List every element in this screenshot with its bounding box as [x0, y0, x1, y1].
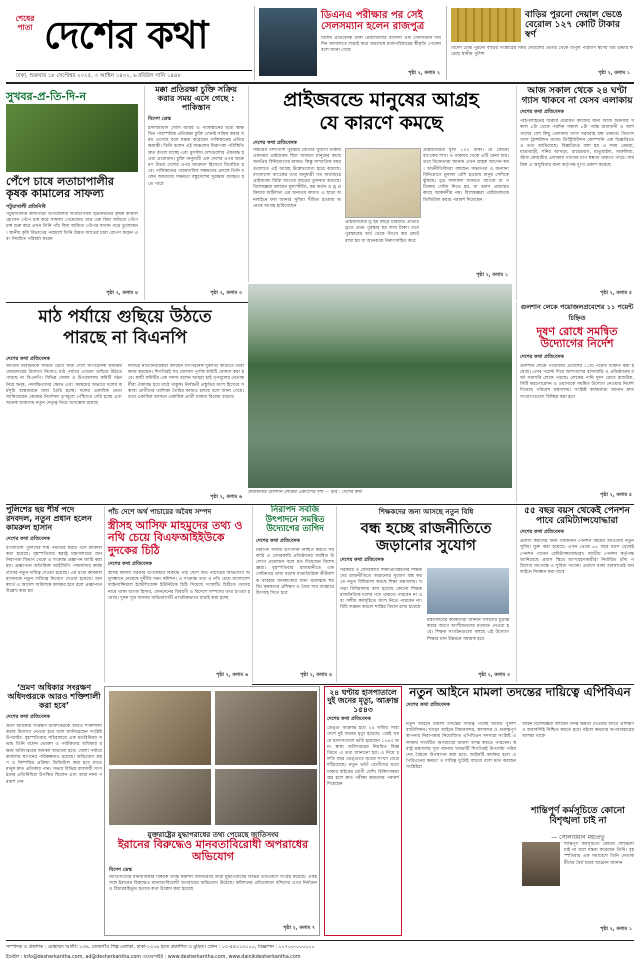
apbn-article — [406, 686, 634, 936]
top-promo-2[interactable] — [446, 6, 634, 80]
education-kicker: শিক্ষকদের জন্য আসছে নতুন বিধি — [378, 508, 474, 516]
footer-rule — [6, 940, 634, 941]
iran-byline: বিদেশ ডেস্ক — [109, 867, 132, 873]
shantipurno-sub: — সোলায়মান মহাপ্রভু — [551, 834, 605, 841]
shantipurno-photo — [522, 842, 560, 886]
apbn-body-col1: নতুন আইনে মামলা তদন্তের দায়িত্ব পাচ্ছে আর্মড পুলিশ ব্যাটালিয়ন। খসড়া আইনে বিমানবন্দর, স্থলবন্দর ও গুরুত্বপূর্ণ স্থাপনার নিরাপত্তায় নিয়োজিত এপিবিএন সদস্যরা সংশ্লিষ্ট এলাকায় সংঘটিত অপরাধের মামলা তদন্ত করতে পারবেন। স্বরাষ্ট্র মন্ত্রণালয় সূত্র জানায় খসড়াটি শিগগিরই উপদেষ্টা পরিষদের বৈঠকে উপস্থাপন করা হবে। আইনটি কার্যকর হলে এপিবিএনের ক্ষমতা ও দায়িত্ব দুটোই বাড়বে বলে মনে করছেন সংশ্লিষ্টরা — [406, 722, 516, 771]
asif-headline: স্ত্রীসহ আসিফ মাহমুদের তথ্য ও নথি চেয়ে বিএফআইইউকে দুদকের চিঠি — [108, 519, 243, 557]
sukhobor-section — [6, 86, 138, 300]
sukhobor-body: পটুয়াখালীর কলাপাড়া উপজেলার লতাচাপালী ইউনিয়নের কৃষক কামাল হোসেন পেঁপে চাষ করে সাফল্য পেয়েছেন। মাত্র এক বিঘা জমিতে পেঁপে চাষ শুরু করে এখন তিনি পাঁচ বিঘা জমিতে পেঁপের বাগান গড়ে তুলেছেন। স্থানীয় কৃষি বিভাগের পরামর্শে তিনি উন্নত জাতের চারা রোপণ করেন এবং নিয়মিত পরিচর্যা করেন — [6, 212, 138, 242]
education-article — [336, 506, 512, 682]
pension-body: প্রবাসী কর্মীদের জন্য সর্বজনীন পেনশন স্কিমের আওতায় নতুন সুবিধা যুক্ত করা হয়েছে। এখন থেকে ৫৫ বছর বয়স থেকেই পেনশন পাবেন রেমিট্যান্সযোদ্ধারা। জাতীয় পেনশন কর্তৃপক্ষ জানিয়েছে প্রবাস স্কিমে অংশগ্রহণকারীরা নির্ধারিত চাঁদা পরিশোধ সাপেক্ষে এ সুবিধা পাবেন। প্রবাসে থাকা অবস্থাতেই অনলাইনে নিবন্ধন করা যাবে — [520, 539, 634, 576]
gulshan-article — [516, 302, 634, 502]
mid-rule-2 — [6, 504, 634, 505]
pension-article — [516, 506, 634, 682]
masthead-dateline: ঢাকা, শুক্রবার ১৮ সেপ্টেম্বর ২০২৫, ৩ আশ্বিন ১৪৩২, ৬ রবিউস সানি ১৪৪৮ — [16, 70, 252, 81]
mokka-body: ইসলামাবাদ সৌদি আরব ও পাকিস্তানের মধ্যে স্বাক্ষরিত পারস্পরিক প্রতিরক্ষা চুক্তি এখনই সক্রিয় করার সময় এসেছে বলে মন্তব্য করেছেন পাকিস্তানের প্রতিরক্ষামন্ত্রী। তিনি বলেন এই অঞ্চলের নিরাপত্তা পরিস্থিতি দ্রুত বদলে যাচ্ছে এবং মুসলিম দেশগুলোর ঐক্যবদ্ধ হওয়া প্রয়োজন। চুক্তি অনুযায়ী এক দেশের ওপর আক্রমণ উভয় দেশের ওপর আক্রমণ হিসেবে বিবেচিত হবে। পাকিস্তানের পারমাণবিক সক্ষমতার প্রসঙ্গে তিনি বলেন আমাদের সক্ষমতা বন্ধুদেশের সুরক্ষায় ব্যবহৃত হতে পারে — [148, 125, 244, 187]
promo-1-more[interactable]: পৃষ্ঠা ২, কলাম ২ — [408, 71, 440, 76]
asif-body: স্ত্রীসহ স্থানীয় সরকার উপদেষ্টার বিরুদ্ধে পাঁচ দেশে অর্থ পাচারের অভিযোগ অনুসন্ধানে নেমেছে দুর্নীতি দমন কমিশন। এ সংক্রান্ত তথ্য ও নথি চেয়ে বাংলাদেশ ফাইন্যান্সিয়াল ইন্টেলিজেন্স ইউনিটকে চিঠি দিয়েছে সংস্থাটি। চিঠিতে তাদের নামে থাকা ব্যাংক হিসাব, লেনদেনের বিবরণী ও বিদেশে সম্পদের তথ্য চাওয়া হয়েছে। দুদক সূত্র জানায় অভিযোগটি প্রাথমিকভাবে যাচাই করা হচ্ছে — [108, 570, 250, 601]
gulshan-more[interactable]: পৃষ্ঠা ২, কলাম ৫ — [600, 493, 632, 498]
lead-article — [248, 86, 512, 282]
lead-headline-1: প্রাইজবন্ডে মানুষের আগ্রহ — [283, 89, 479, 111]
sukhobor-headline: পেঁপে চাষে লতাচাপালীর কৃষক কামালের সাফল্য — [6, 175, 114, 201]
gulshan-body: গুলশান লেকে পয়োবর্জ্য প্রবেশের ১১টি পয়েন্ট চিহ্নিত করা হয়েছে। এসব পয়েন্ট দিয়ে আশপাশের বাসাবাড়ি ও প্রতিষ্ঠানের বর্জ্য সরাসরি লেকে পড়ছে। লেকের পানি দূষণ রোধে রাজউক, সিটি করপোরেশন ও ওয়াসাকে সমন্বিত উদ্যোগ নেওয়ার নির্দেশ দিয়েছে পরিবেশ মন্ত্রণালয়। সংশ্লিষ্ট কর্মকর্তারা জানান দ্রুত সংযোগগুলো বিচ্ছিন্ন করা হবে — [520, 363, 634, 400]
gulshan-headline: দূষণ রোধে সমন্বিত উদ্যোগের নির্দেশ — [536, 325, 618, 351]
education-headline-2: জড়ানোর সুযোগ — [375, 535, 477, 554]
education-photo — [427, 568, 509, 614]
dengue-article — [324, 686, 402, 936]
police-body: বাংলাদেশ পুলিশের শীর্ষ পর্যায়ের ছয়টি পদে রদবদল করা হয়েছে। বৃহস্পতিবার স্বরাষ্ট্র মন্ত্রণালয়ের জননিরাপত্তা বিভাগ থেকে এ সংক্রান্ত প্রজ্ঞাপন জারি করা হয়। প্রজ্ঞাপনে অতিরিক্ত আইজিপি পদমর্যাদার কর্মকর্তাদের নতুন দায়িত্ব দেওয়া হয়েছে। এর মধ্যে কামরুল হাসানকে নতুন দায়িত্বে নিয়োগ দেওয়া হয়েছে। জনস্বার্থে এ আদেশ অবিলম্বে কার্যকর হবে বলে প্রজ্ঞাপনে উল্লেখ করা হয় — [6, 545, 102, 595]
education-body-col1: সরকারি ও বেসরকারি শিক্ষাপ্রতিষ্ঠানের শিক্ষকদের রাজনীতিতে জড়ানোর সুযোগ বন্ধ করতে নতুন বিধিমালা করছে শিক্ষা মন্ত্রণালয়। খসড়া বিধিমালায় বলা হয়েছে কোনো শিক্ষক রাজনৈতিক দলের পদে থাকতে পারবেন না এবং দলীয় কর্মসূচিতে অংশ নিতে পারবেন না। বিধি লঙ্ঘন করলে শাস্তির বিধান রাখা হয়েছে — [340, 568, 422, 611]
promo-1-body: বিশেষ প্রতিবেদক ঢাকা নোয়াখালীর বাসিন্দা এক সেলসম্যান দীর্ঘদিন আদালতে লড়াই করে অবশেষে রাজপরিবারের স্বীকৃতি পেলেন বলে জানা গেছে — [321, 36, 441, 54]
masthead-tagline: শেষের পাতা — [15, 14, 35, 32]
asif-more[interactable]: পৃষ্ঠা ২, কলাম ৬ — [216, 673, 248, 678]
masthead — [8, 6, 250, 84]
promo-photo — [259, 8, 317, 76]
gas-body: পাইপলাইনের জরুরি মেরামত কাজের জন্য আজ শুক্রবার সকাল ৮টা থেকে পরদিন সকাল ৮টা পর্যন্ত রাজধানী ও আশপাশের বেশ কিছু এলাকায় গ্যাস সরবরাহ বন্ধ থাকবে। তিতাস গ্যাস ট্রান্সমিশন অ্যান্ড ডিস্ট্রিবিউশন কোম্পানি এক বিজ্ঞপ্তিতে এ তথ্য জানিয়েছে। বিজ্ঞপ্তিতে বলা হয় এ সময় ডেমরা, যাত্রাবাড়ী, শনির আখড়া, রায়েরবাগ, মাতুয়াইল, সারুলিয়া, স্টাফ কোয়ার্টার এলাকায় গ্যাসের চাপ স্বল্পতা থাকতে পারে। সাময়িক এ অসুবিধার জন্য কর্তৃপক্ষ দুঃখ প্রকাশ করেছে — [520, 119, 634, 168]
education-byline: দেশের কথা প্রতিবেদক — [340, 556, 384, 563]
nirapad-article — [252, 506, 334, 682]
footer-line-1: সম্পাদক ও প্রকাশক : মোহাম্মদ আলী। ১৩৬, তেজগাঁও শিল্প এলাকা, ঢাকা-১২০৮ হতে প্রকাশিত ও মুদ্রিত। ফোন : ০২-৫৫০১৩০০০, বিজ্ঞাপন : ০১৭০০-০০০০০০ — [6, 945, 315, 950]
promo-2-more[interactable]: পৃষ্ঠা ২, কলাম ১ — [598, 71, 630, 76]
education-headline-1: বন্ধ হচ্ছে রাজনীতিতে — [360, 519, 492, 537]
shantipurno-headline: শান্তিপূর্ণ কর্মসূচিতে কোনো বিশৃঙ্খলা চাই না — [531, 806, 625, 827]
police-article — [6, 506, 102, 682]
top-rule — [6, 82, 634, 84]
mokka-more[interactable]: পৃষ্ঠা ২, কলাম ৩ — [210, 291, 242, 296]
shantipurno-more[interactable]: পৃষ্ঠা ২, কলাম ১ — [600, 927, 632, 932]
bnp-article — [6, 304, 244, 504]
masthead-title: দেশের কথা — [44, 12, 208, 57]
bnp-more[interactable]: পৃষ্ঠা ২, কলাম ৬ — [210, 495, 242, 500]
iran-photo-2 — [215, 691, 317, 765]
nirapad-headline: নিরাপদ সবজি উৎপাদনে সমন্বিত উদ্যোগের তাগিদ — [265, 505, 325, 535]
dengue-byline: দেশের কথা প্রতিবেদক — [327, 716, 371, 723]
lead-body-col3: প্রাইজবন্ডের মূল্য ১০০ টাকা। যে কোনো ব্যাংকের শাখা ও ডাকঘর থেকে এটি কেনা যায়। তবে বিক্রেতারা জানান এখন গ্রাহক আসেন কম। অর্থনীতিবিদরা বলছেন সঞ্চয়পত্র ও অন্যান্য বিনিয়োগে মুনাফা বেশি হওয়ায় মানুষ সেদিকে ঝুঁকছে। ড্রর ফলাফল জানতে ব্যাংকে বা পত্রিকায় খোঁজ নিতে হয়, যা তরুণ প্রজন্মের কাছে আকর্ষণীয় নয়। বিশেষজ্ঞরা প্রাইজবন্ডকে ডিজিটাল করার পরামর্শ দিয়েছেন — [423, 148, 509, 203]
bnp-headline-2: পারছে না বিএনপি — [63, 328, 187, 348]
sukhobor-label: সুখবর-প্র-তি-দি-ন — [6, 90, 87, 103]
gulshan-byline: দেশের কথা প্রতিবেদক — [520, 353, 564, 360]
bnp-headline-1: মাঠ পর্যায়ে গুছিয়ে উঠতে — [38, 307, 212, 327]
bnp-body-col1: জাতীয় নির্বাচনকে সামনে রেখে সারা দেশে সাংগঠনিক কার্যক্রম জোরদারের উদ্যোগ নিলেও মাঠ পর্যায়ে এখনো গুছিয়ে উঠতে পারছে না বিএনপি। বিভিন্ন জেলা ও উপজেলায় কমিটি গঠন নিয়ে দ্বন্দ্ব, পদবঞ্চিতদের ক্ষোভ এবং সমন্বয়ের অভাবে দলের কর্মসূচি বাস্তবায়নে বাধা তৈরি হচ্ছে। দলের একাধিক নেতা জানিয়েছেন কেন্দ্রের নির্দেশনা তৃণমূলে পৌঁছাতে দেরি হচ্ছে এবং অনেক জায়গায় নতুন নেতৃত্ব নিয়ে অসন্তোষ রয়েছে — [6, 364, 122, 407]
sukhobor-byline: পটুয়াখালী প্রতিনিধি — [6, 204, 46, 210]
asif-byline: দেশের কথা প্রতিবেদক — [108, 560, 152, 567]
police-byline: দেশের কথা প্রতিবেদক — [6, 535, 50, 542]
mokka-article — [144, 86, 244, 300]
lead-headline-2: যে কারণে কমছে — [319, 112, 443, 134]
vromon-body: ভ্রমণ অধিকার সংরক্ষণ অধিদপ্তরকে আরও শক্তিশালী করার উদ্যোগ নেওয়া হবে বলে জানিয়েছেন সংশ্লিষ্ট উপদেষ্টা। বৃহস্পতিবার সচিবালয়ে এক মতবিনিময় সভায় তিনি বলেন ভোক্তা ও পর্যটকদের অধিকার রক্ষায় অধিদপ্তরের জনবল বাড়ানো হবে। জেলা পর্যায়ে কার্যালয় স্থাপনের পরিকল্পনাও রয়েছে। অভিযোগ গ্রহণ ও নিষ্পত্তির প্রক্রিয়া ডিজিটাল করা হবে যাতে মানুষ দ্রুত প্রতিকার পান। সভায় বিভিন্ন ব্যবসায়ী সংগঠনের প্রতিনিধিরা উপস্থিত ছিলেন এবং তারা নানা পরামর্শ দেন — [6, 723, 102, 785]
promo-2-body: বিদেশ ডেস্ক পুরনো বাড়ির সংস্কারের সময় দেয়ালের ভেতর থেকে বিপুল পরিমাণ স্বর্ণের বার উদ্ধার করেছে স্থানীয় পুলিশ — [451, 46, 633, 58]
iran-kicker: যুক্তরাষ্ট্রের যুদ্ধাপরাধের তথ্য পেয়েছে জাতিসংঘ — [147, 831, 279, 839]
apbn-body-col2: আইন বিশেষজ্ঞরা বলছেন তদন্ত ক্ষমতা দেওয়ার আগে প্রশিক্ষণ ও জবাবদিহি নিশ্চিত করতে হবে। নইলে ক্ষমতার অপব্যবহারের আশঙ্কা থাকে — [522, 722, 634, 740]
top-promo-1[interactable] — [254, 6, 444, 80]
nirapad-body: নিরাপদ সবজি উৎপাদন নিশ্চিত করতে সরকারি ও বেসরকারি প্রতিষ্ঠানের সমন্বিত উদ্যোগ প্রয়োজন বলে মত দিয়েছেন বিশেষজ্ঞরা। বৃহস্পতিবার রাজধানীতে এক সেমিনারে তারা বলেন মাত্রাতিরিক্ত কীটনাশক ব্যবহার জনস্বাস্থ্যের জন্য মারাত্মক হুমকি। কৃষকদের প্রশিক্ষণ ও জৈব সার ব্যবহারে উৎসাহ দিতে হবে — [256, 547, 334, 596]
dengue-headline: ২৪ ঘণ্টায় হাসপাতালে দুই জনের মৃত্যু, আক্রান্ত ১৫৪৩ — [327, 688, 399, 714]
vromon-byline: দেশের কথা প্রতিবেদক — [6, 713, 50, 720]
lake-photo — [248, 284, 512, 488]
mokka-headline: মক্কা প্রতিরক্ষা চুক্তি সক্রিয় করার সময় এসে গেছে : পাকিস্তান — [155, 85, 237, 112]
apbn-headline: নতুন আইনে মামলা তদন্তের দায়িত্বে এপিবিএন — [409, 685, 631, 699]
lead-byline: দেশের কথা প্রতিবেদক — [253, 140, 297, 146]
sukhobor-photo — [6, 104, 138, 172]
gas-headline: আজ সকাল থেকে ২৪ ঘণ্টা গ্যাস থাকবে না যেসব এলাকায় — [521, 86, 633, 107]
lead-more[interactable]: পৃষ্ঠা ২, কলাম ১ — [476, 273, 508, 278]
bnp-body-col2: দলটির নীতিনির্ধারকরা বলছেন সাংগঠনিক দুর্বলতা কাটাতে তারা কাজ করছেন। শিগগিরই সব জেলায় পূর্ণাঙ্গ কমিটি ঘোষণা করা হবে। স্থায়ী কমিটির এক সদস্য বলেন আমরা চাই তৃণমূলের নেতাকর্মীরা ঐক্যবদ্ধ হয়ে মাঠে থাকুক। নির্বাচনী প্রস্তুতির অংশ হিসেবে সম্ভাব্য প্রার্থীদের তালিকা তৈরির কাজও চলছে বলে জানা গেছে। তবে একাধিক আসনে একাধিক প্রার্থী থাকায় বিরোধ বাড়ছে — [128, 364, 244, 401]
bnp-byline: দেশের কথা প্রতিবেদক — [6, 356, 50, 362]
iran-body: জাতিসংঘের মানবাধিকার বিষয়ক তদন্ত কমিশন জানিয়েছে তারা যুদ্ধাপরাধের বিভিন্ন তথ্যপ্রমাণ সংগ্রহ করেছে। একই সঙ্গে ইরানের বিরুদ্ধেও মানবতাবিরোধী অপরাধের অভিযোগ উঠেছে। কমিশনের প্রতিবেদনে বন্দিদের ওপর নির্যাতন ও বিচারবহির্ভূত হত্যার কথা উল্লেখ করা হয়েছে — [109, 875, 317, 893]
shantipurno-body: শান্তিপূর্ণ কর্মসূচিতে কোনো বিশৃঙ্খলা চাই না বলে মন্তব্য করেছেন তিনি। বৃহস্পতিবার এক সমাবেশে তিনি নেতাকর্মীদের ধৈর্য ধরার আহ্বান জানান — [564, 842, 634, 866]
iran-photo-1 — [109, 691, 211, 765]
lake-caption: রাজধানীর গুলশান লেকের একাংশের দৃশ্য — ছবি : দেশের কথা — [248, 490, 363, 495]
mokka-byline: বিদেশ ডেস্ক — [148, 115, 171, 122]
asif-kicker: পাঁচ দেশে অর্থ পাচারের অবৈধ সম্পদ — [108, 508, 212, 516]
iran-photo-4 — [215, 769, 317, 825]
promo-2-photo — [451, 8, 521, 42]
iran-headline: ইরানের বিরুদ্ধেও মানবতাবিরোধী অপরাধের অভিযোগ — [117, 838, 309, 864]
nirapad-more[interactable]: পৃষ্ঠা ২, কলাম ৪ — [300, 673, 332, 678]
iran-photo-3 — [109, 769, 211, 825]
lead-photo — [345, 148, 421, 218]
footer-line-2: ইমেইল : info@desherkantha.com, ad@desherkantha.com ওয়েবসাইট : www.desherkantha.com, www.dainikdesherkantha.com — [6, 955, 301, 960]
education-body-col2: মন্ত্রণালয়ের কর্মকর্তারা জানান খসড়াটি চূড়ান্ত করার আগে অংশীজনদের মতামত নেওয়া হবে। শিক্ষক সংগঠনগুলো বলছে এই উদ্যোগ শিক্ষার মান উন্নয়নে সহায়ক হবে — [427, 618, 509, 642]
vromon-headline: ‘ভ্রমণ অধিকার সংরক্ষণ অধিদপ্তরকে আরও শক্তিশালী করা হবে’ — [7, 683, 101, 710]
dengue-body: ডেঙ্গু আক্রান্ত হয়ে ২৪ ঘণ্টায় সারা দেশে দুই জনের মৃত্যু হয়েছে। একই সময়ে হাসপাতালে ভর্তি হয়েছেন ১৫৪৩ জন। স্বাস্থ্য অধিদপ্তরের নিয়মিত বিজ্ঞপ্তিতে এ তথ্য জানানো হয়। এ নিয়ে চলতি বছর ডেঙ্গুতে মৃতের সংখ্যা বেড়ে দাঁড়িয়েছে। নতুন ভর্তি রোগীদের মধ্যে ঢাকার বাইরের রোগী বেশি। চিকিৎসকরা জ্বর হলে দ্রুত পরীক্ষা করানোর পরামর্শ দিয়েছেন — [327, 726, 399, 787]
nirapad-byline: দেশের কথা প্রতিবেদক — [256, 537, 300, 544]
promo-2-headline: বাড়ির পুরনো দেয়াল ভেঙে বেরোল ১২৭ কোটি টাকার স্বর্ণ — [525, 10, 623, 41]
police-headline: পুলিশের ছয় শীর্ষ পদে রদবদল, নতুন প্রধান হলেন কামরুল হাসান — [6, 505, 92, 532]
pension-headline: ৫৫ বছর বয়স থেকেই পেনশন পাবে রেমিট্যান্সযোদ্ধারা — [524, 506, 630, 527]
iran-article — [104, 686, 320, 936]
gas-byline: দেশের কথা প্রতিবেদক — [520, 109, 564, 116]
gas-article — [516, 86, 634, 300]
asif-article — [104, 506, 250, 682]
iran-more[interactable]: পৃষ্ঠা ২, কলাম ৭ — [283, 926, 315, 931]
education-more[interactable]: পৃষ্ঠা ২, কলাম ৩ — [478, 673, 510, 678]
lead-body-col1: সঞ্চয়ের পাশাপাশি পুরস্কার জেতার সুযোগ থাকায় একসময় প্রাইজবন্ড ছিল সাধারণ মানুষের কাছে জনপ্রিয় বিনিয়োগের মাধ্যম। কিন্তু সাম্প্রতিক বছরগুলোতে এই আগ্রহ উল্লেখযোগ্য হারে কমেছে। বাংলাদেশ ব্যাংকের তথ্য অনুযায়ী গত অর্থবছরে প্রাইজবন্ড বিক্রি আগের বছরের তুলনায় কমেছে। বিশেষজ্ঞরা বলছেন মূল্যস্ফীতি, কর কর্তন ও ড্র প্রক্রিয়ার জটিলতা এর অন্যতম কারণ। এ ছাড়া অনলাইনে ফল জানার সুবিধা সীমিত হওয়ায় অনেকে আগ্রহ হারিয়েছেন — [253, 148, 341, 209]
vromon-article — [6, 684, 102, 936]
pension-byline: দেশের কথা প্রতিবেদক — [520, 529, 564, 536]
gas-more[interactable]: পৃষ্ঠা ২, কলাম ৫ — [600, 291, 632, 296]
sukhobor-more[interactable]: পৃষ্ঠা ২, কলাম ৪ — [106, 291, 138, 296]
gulshan-kicker: গুলশান লেকে পয়োজলপ্রবেশের ১১ পয়েন্ট চিহ্নিত — [520, 303, 634, 322]
apbn-byline: দেশের কথা প্রতিবেদক — [406, 702, 450, 709]
promo-1-headline: ডিএনএ পরীক্ষার পর সেই সেলসম্যান হলেন রাজপুত্র — [321, 10, 425, 33]
lead-body-col2: প্রাইজবন্ডের ড্র হয় বছরে চারবার। প্রতিটি ড্রতে প্রথম পুরস্কার ছয় লাখ টাকা। তবে পুরস্কারের অর্থ থেকে উৎসে কর কেটে রাখা হয় যা অনেককে নিরুৎসাহিত করে — [345, 220, 419, 244]
